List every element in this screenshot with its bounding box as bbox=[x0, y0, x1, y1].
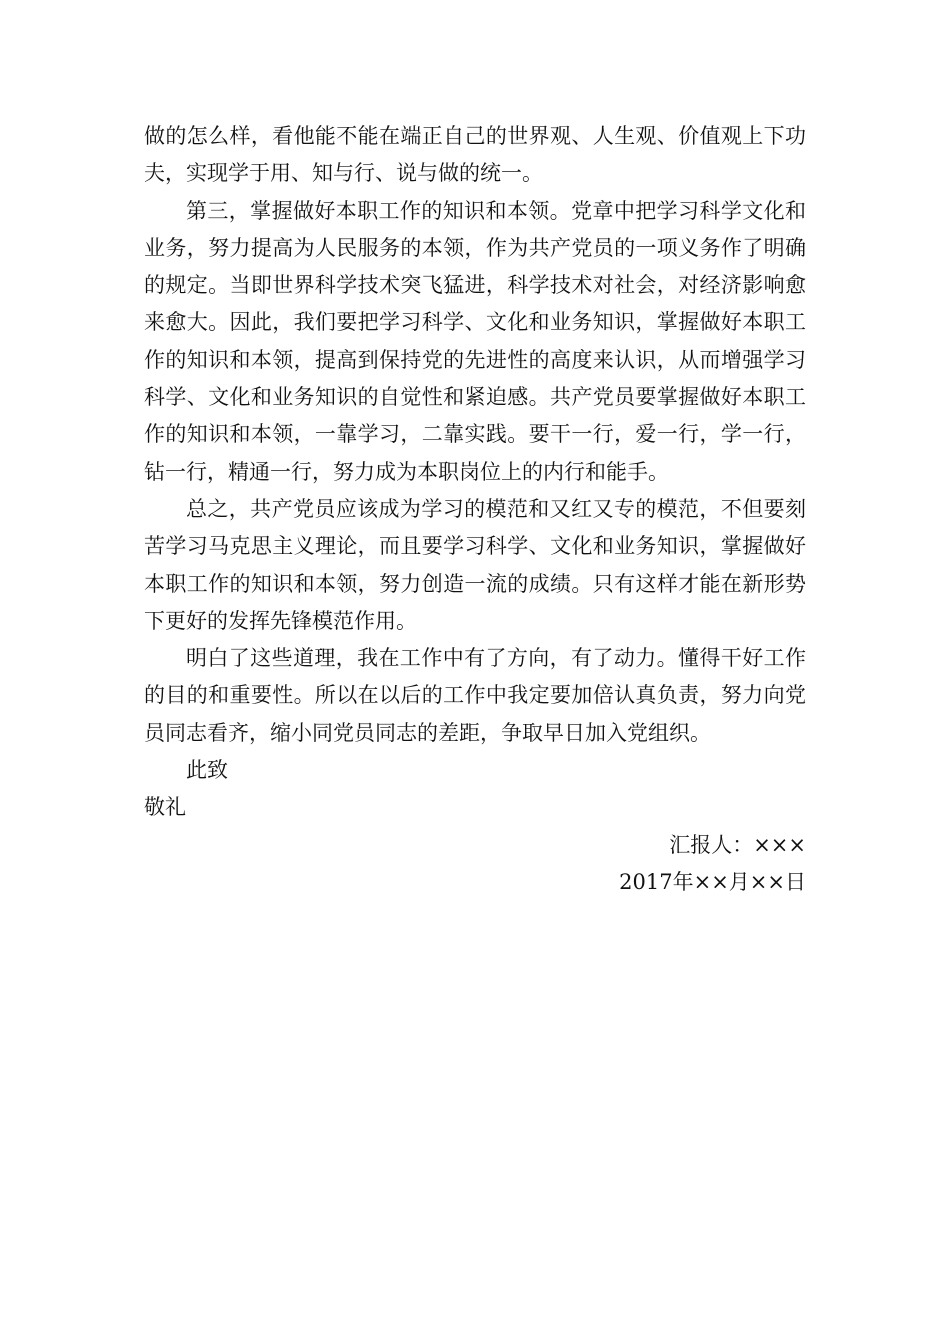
paragraph-conclusion: 明白了这些道理，我在工作中有了方向，有了动力。懂得干好工作的目的和重要性。所以在以后的工作中我定要加倍认真负责，努力向党员同志看齐，缩小同党员同志的差距，争取早日加入党组织。 bbox=[144, 646, 806, 745]
report-date: 2017年××月××日 bbox=[619, 869, 806, 894]
paragraph-third-point: 第三，掌握做好本职工作的知识和本领。党章中把学习科学文化和业务，努力提高为人民服务的本领，作为共产党员的一项义务作了明确的规定。当即世界科学技术突飞猛进，科学技术对社会，对经济影响愈来愈大。因此，我们要把学习科学、文化和业务知识，掌握做好本职工作的知识和本领，提高到保持党的先进性的高度来认识，从而增强学习科学、文化和业务知识的自觉性和紧迫感。共产党员要掌握做好本职工作的知识和本领，一靠学习，二靠实践。要干一行，爱一行，学一行，钻一行，精通一行，努力成为本职岗位上的内行和能手。 bbox=[144, 198, 806, 484]
reporter-signature: 汇报人：××× bbox=[669, 832, 806, 857]
paragraph-summary: 总之，共产党员应该成为学习的模范和又红又专的模范，不但要刻苦学习马克思主义理论，而且要学习科学、文化和业务知识，掌握做好本职工作的知识和本领，努力创造一流的成绩。只有这样才能在新形势下更好的发挥先锋模范作用。 bbox=[144, 496, 806, 633]
document-page bbox=[144, 118, 806, 901]
paragraph-continuation: 做的怎么样，看他能不能在端正自己的世界观、人生观、价值观上下功夫，实现学于用、知与行、说与做的统一。 bbox=[144, 124, 806, 186]
closing-salutation: 此致 bbox=[186, 758, 228, 783]
closing-regards: 敬礼 bbox=[144, 795, 186, 820]
